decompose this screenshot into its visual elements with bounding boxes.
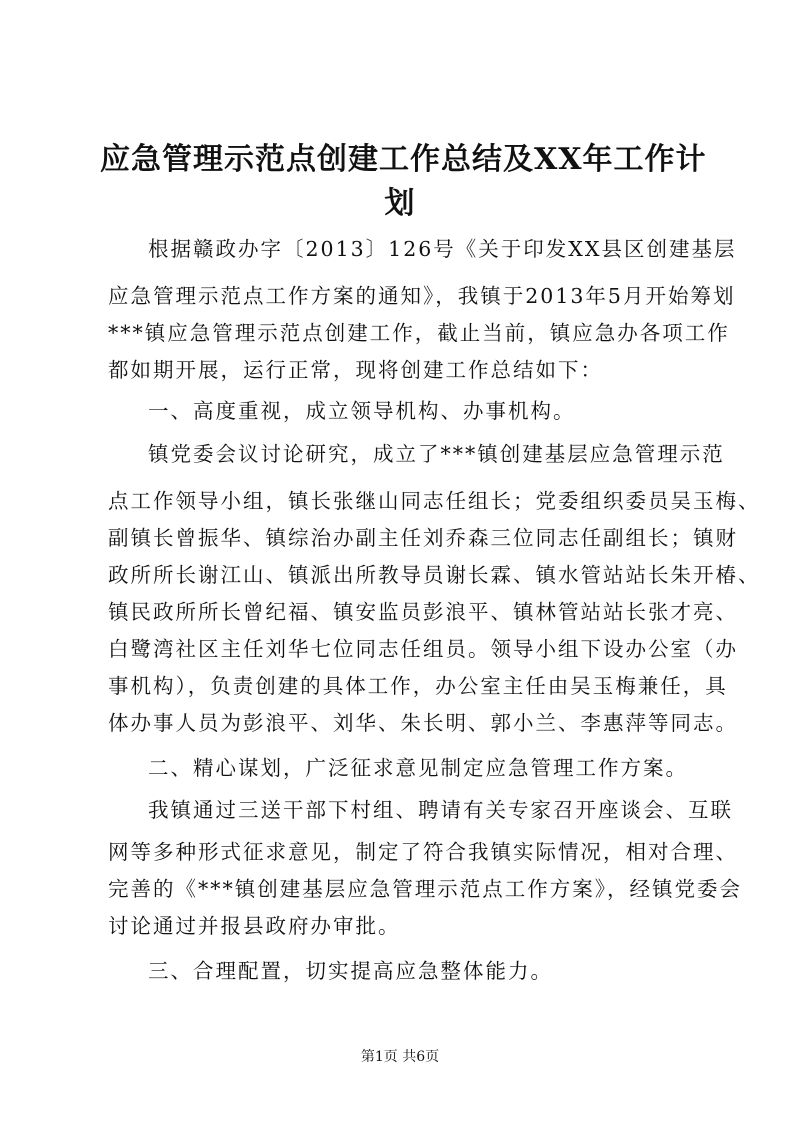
document-title-line-1: 应急管理示范点创建工作总结及XX年工作计 [100,142,707,177]
page-footer: 第1页 共6页 [360,1049,440,1065]
paragraph-line: 应急管理示范点工作方案的通知》，我镇于2013年5月开始筹划 [108,284,736,308]
paragraph-line: 事机构），负责创建的具体工作，办公室主任由吴玉梅兼任，具 [108,674,728,698]
section-heading: 二、精心谋划，广泛征求意见制定应急管理工作方案。 [148,756,688,780]
paragraph-line: 网等多种形式征求意见，制定了符合我镇实际情况，相对合理、 [108,840,738,864]
section-heading: 一、高度重视，成立领导机构、办事机构。 [148,399,576,423]
paragraph-line: 点工作领导小组，镇长张继山同志任组长；党委组织委员吴玉梅、 [108,489,761,513]
section-heading: 三、合理配置，切实提高应急整体能力。 [148,959,553,983]
document-title-line-2: 划 [384,186,416,221]
paragraph-line: 完善的《***镇创建基层应急管理示范点工作方案》，经镇党委会 [108,877,742,901]
paragraph-line: 我镇通过三送干部下村组、聘请有关专家召开座谈会、互联 [148,798,733,822]
paragraph-line: 白鹭湾社区主任刘华七位同志任组员。领导小组下设办公室（办 [108,637,738,661]
paragraph-line: 体办事人员为彭浪平、刘华、朱长明、郭小兰、李惠萍等同志。 [108,711,738,735]
paragraph-line: 镇党委会议讨论研究，成立了***镇创建基层应急管理示范 [148,442,725,466]
paragraph-line: 政所所长谢江山、镇派出所教导员谢长霖、镇水管站站长朱开椿、 [108,563,761,587]
paragraph-line: 都如期开展，运行正常，现将创建工作总结如下： [108,358,603,382]
paragraph-line: 镇民政所所长曾纪福、镇安监员彭浪平、镇林管站站长张才亮、 [108,600,738,624]
paragraph-line: 根据赣政办字〔2013〕126号《关于印发XX县区创建基层 [148,237,737,261]
paragraph-line: 讨论通过并报县政府办审批。 [108,914,401,938]
paragraph-line: ***镇应急管理示范点创建工作，截止当前，镇应急办各项工作 [108,321,730,345]
paragraph-line: 副镇长曾振华、镇综治办副主任刘乔森三位同志任副组长；镇财 [108,526,738,550]
